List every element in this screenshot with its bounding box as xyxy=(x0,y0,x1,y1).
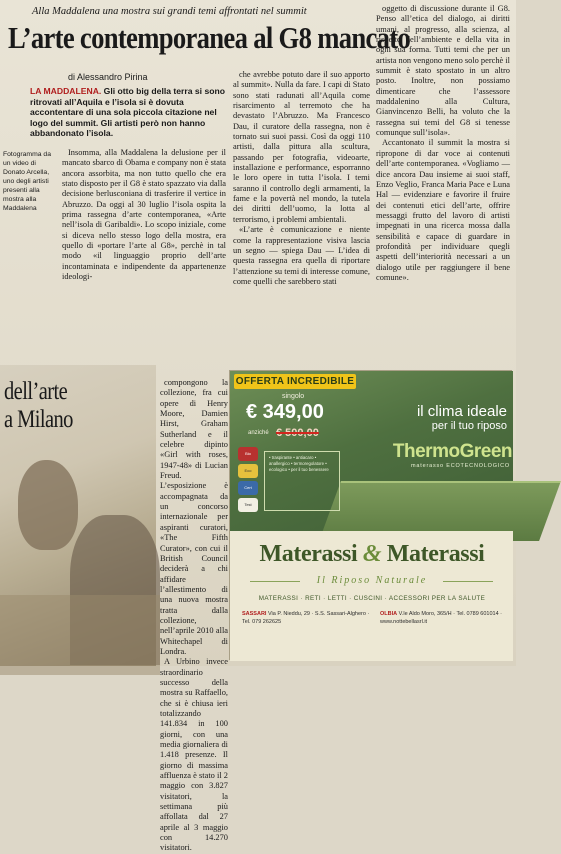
thermogreen-logo xyxy=(390,441,512,463)
article-column-1 xyxy=(62,148,226,358)
column-2-text: che avrebbe potuto dare il suo apporto al summit». Nulla da fare. I capi di Stato sono stati radunati all’Aquila come risarcimento al terremoto che ha devastato l’Abruzzo. Ma Francesco Dau, il curatore della rassegna, non è tornato sui suoi passi. Così da oggi 110 artisti, dalla pittura alla scultura, passando per fotografia, videoarte, installazione e performance, esporranno le loro opere in tutta l’isola. I temi saranno il controllo degli armamenti, la fame e la povertà nel mondo, la tutela dei diritti dell’uomo, la lotta al terrorismo, i problemi ambientali. xyxy=(233,70,370,224)
ad-store-panel xyxy=(230,531,513,661)
badge-icon: Eco xyxy=(238,464,258,478)
article-column-3 xyxy=(376,4,510,369)
lead-body: Gli otto big della terra si sono ritrovati all’Aquila e l’isola si è dovuta accontentare di una sola piccola citazione nel logo del summit. Gli artisti però non hanno abbandonato l’isola. xyxy=(30,86,225,139)
store-logo xyxy=(238,541,506,568)
address-city: SASSARI xyxy=(242,611,267,617)
ad-singolo-label: singolo xyxy=(282,393,305,400)
ad-offer-banner: OFFERTA INCREDIBILE xyxy=(235,376,355,387)
ad-old-price: € 500,00 xyxy=(276,427,319,439)
side-article-headline xyxy=(4,378,127,434)
ad-features-text: • traspirante • antiacaro • anallergico • termoregolatore • ecologico • per il tuo benessere xyxy=(269,455,329,472)
article-lead xyxy=(30,86,226,139)
ad-price: € 349,00 xyxy=(246,401,324,423)
ad-anziche-label: anziché xyxy=(248,430,269,436)
article-kicker: Alla Maddalena una mostra sui grandi temi affrontati nel summit xyxy=(32,6,307,17)
store-ampersand: & xyxy=(362,541,382,567)
ad-tagline-1: il clima ideale xyxy=(416,403,507,420)
badge-icon: Bio xyxy=(238,447,258,461)
article-byline: di Alessandro Pirina xyxy=(68,72,148,82)
ad-tagline-2: per il tuo riposo xyxy=(431,420,507,432)
side-headline-line-1: dell’arte xyxy=(4,378,68,405)
column-2-text-2: «L’arte è comunicazione e niente come la rappresentazione visiva lascia un segno — spiega Dau — L’idea di questa rassegna era quella di riportare l’attenzione su temi di interesse comune, come quelli che sarebbero stati xyxy=(233,225,370,286)
column-1-text: Insomma, alla Maddalena la delusione per il mancato sbarco di Obama e company non è stata ancora assorbita, ma non tutto quello che era stato disposto per il G8 è stato spazzato via dalla decisione berlusconiana di trasferire il vertice in Abruzzo. Da oggi al 30 luglio l’isola ospita la prima rassegna d’arte contemporanea, «Arte nell’isola di Garibaldi». Lo scopo iniziale, come si diceva nello stesso logo della mostra, era quello di «portare l’arte al G8», perchè in tal modo «il linguaggio proprio dell’arte incontaminata e indipendente da appartenenze ideologi- xyxy=(62,148,226,282)
side-article-column xyxy=(160,378,228,853)
ad-price-box xyxy=(242,393,334,441)
ad-top-panel xyxy=(230,371,513,531)
store-categories: MATERASSI · RETI · LETTI · CUSCINI · ACCESSORI PER LA SALUTE xyxy=(258,595,486,602)
store-name-b: Materassi xyxy=(386,541,485,567)
store-slogan: Il Riposo Naturale xyxy=(316,575,428,586)
store-address-sassari xyxy=(242,611,372,626)
lead-intro: LA MADDALENA. xyxy=(30,86,102,96)
badge-icon: Test xyxy=(238,498,258,512)
address-lines: Via P. Nieddu, 29 · S.S. Sassari-Alghero · Tel. 079 262625 xyxy=(242,611,370,625)
store-address-olbia xyxy=(380,611,505,626)
brand-part-b: Green xyxy=(459,441,512,462)
address-city: OLBIA xyxy=(380,611,398,617)
address-lines: V.le Aldo Moro, 365/H · Tel. 0789 601014 · www.nottebellasrl.it xyxy=(380,611,503,625)
photo-caption: Fotogramma da un video di Donato Arcella, uno degli artisti presenti alla mostra alla Maddalena xyxy=(3,151,51,212)
badge-icon: Cert xyxy=(238,481,258,495)
ad-features-box xyxy=(264,451,340,511)
side-column-text-2: A Urbino invece straordinario successo della mostra su Raffaello, che si è chiusa ieri totalizzando 141.834 in 100 giorni, con una media giornaliera di 1.418 presenze. Il giorno di massima affluenza è stato il 2 maggio con 3.827 visitatori, la settimana più affollata dal 27 aprile al 3 maggio con 14.270 visitatori. xyxy=(160,657,228,853)
article-column-2 xyxy=(233,70,370,370)
store-name-a: Materassi xyxy=(259,541,358,567)
brand-part-a: Thermo xyxy=(392,441,460,462)
advertisement xyxy=(229,370,512,660)
article-headline: L’arte contemporanea al G8 mancato xyxy=(8,20,411,55)
column-3-text-2: Accantonato il summit la mostra si ripropone di dar voce ai contenuti dell’arte contemporanea. «Vogliamo — dice ancora Dau insieme ai suoi staff, Enzo Veglio, Franca Maria Pace e Luna Hal — evidenziare e favorire il fruire dei contenuti etici dell’arte, offrire messaggi frutto del lavoro di artisti impegnati in una ricerca mossa dalla sensibilità e capace di guardare in profondità per individuare quegli aspetti dell’interiorità necessari a un dialogo utile per raggiungere il bene comune». xyxy=(376,138,510,282)
side-column-text: compongono la collezione, fra cui opere di Henry Moore, Damien Hirst, Graham Sutherland e il celebre dipinto «Girl with roses, 1947-48» di Lucian Freud. L’esposizione è accompagnata da un concorso internazionale per aspiranti curatori, «The Fifth Curator», con cui il British Council deciderà a chi affidare l’allestimento di una nuova mostra tratta dalla collezione, nell’aprile 2010 alla Whitechapel di Londra. xyxy=(160,378,228,656)
column-3-text: oggetto di discussione durante il G8. Penso all’etica del dialogo, ai diritti umani, al progresso, alla scienza, al rispetto dell’ambiente e della vita in ogni sua forma. Tutti temi che per un artista non vengono meno solo perchè il summit è stato spostato in un altro posto. Inoltre, non possiamo dimenticare che l’assessore maddalenino alla Cultura, Gianvincenzo Belli, ha voluto che la rassegna sui temi del G8 si tenesse comunque sull’isola». xyxy=(376,4,510,138)
side-headline-line-2: a Milano xyxy=(4,406,73,433)
brand-subtitle: materasso ECOTECNOLOGICO xyxy=(411,463,510,469)
certification-badges xyxy=(238,447,260,515)
